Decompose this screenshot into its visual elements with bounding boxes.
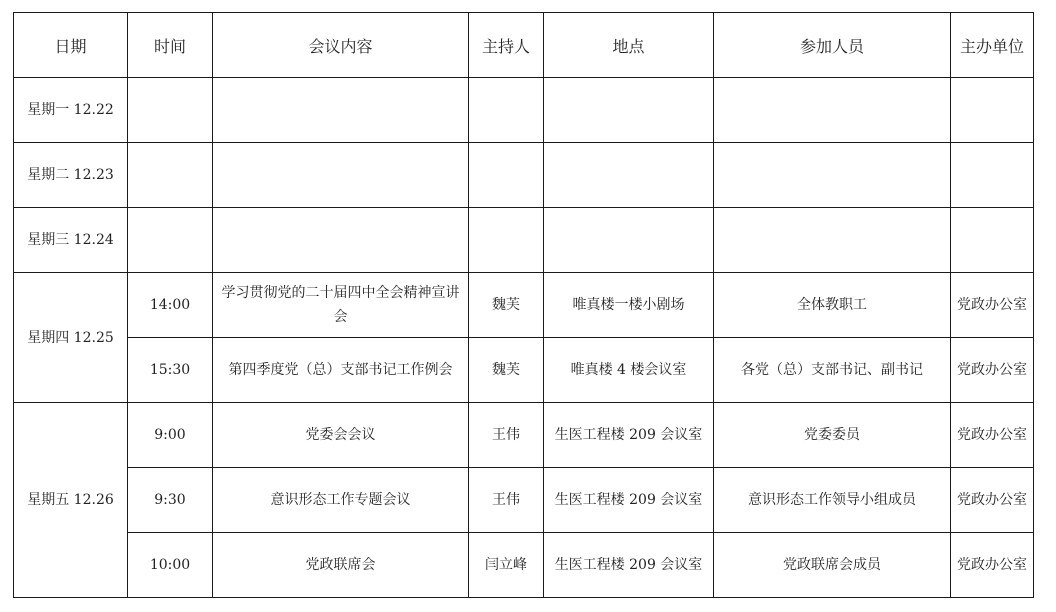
meeting-content: 第四季度党（总）支部书记工作例会 — [213, 338, 469, 403]
empty-cell — [544, 143, 714, 208]
meeting-location: 唯真楼一楼小剧场 — [544, 273, 714, 338]
meeting-time: 14:00 — [128, 273, 213, 338]
meeting-schedule-table — [13, 12, 1034, 598]
meeting-participants: 党委委员 — [714, 403, 951, 468]
meeting-time: 9:00 — [128, 403, 213, 468]
table-row — [14, 273, 1034, 338]
meeting-time: 15:30 — [128, 338, 213, 403]
header-host: 主持人 — [469, 13, 544, 78]
meeting-host: 魏芙 — [469, 273, 544, 338]
meeting-time: 10:00 — [128, 533, 213, 598]
table-row — [14, 468, 1034, 533]
table-row — [14, 533, 1034, 598]
table-row — [14, 143, 1034, 208]
day-cell-tuesday: 星期二 12.23 — [14, 143, 128, 208]
empty-cell — [544, 208, 714, 273]
empty-cell — [714, 78, 951, 143]
meeting-host: 王伟 — [469, 403, 544, 468]
empty-cell — [469, 208, 544, 273]
meeting-participants: 党政联席会成员 — [714, 533, 951, 598]
meeting-content: 党委会会议 — [213, 403, 469, 468]
meeting-host: 闫立峰 — [469, 533, 544, 598]
day-cell-wednesday: 星期三 12.24 — [14, 208, 128, 273]
meeting-participants: 各党（总）支部书记、副书记 — [714, 338, 951, 403]
header-date: 日期 — [14, 13, 128, 78]
header-time: 时间 — [128, 13, 213, 78]
meeting-host: 魏芙 — [469, 338, 544, 403]
table-row — [14, 403, 1034, 468]
empty-cell — [951, 208, 1034, 273]
meeting-organizer: 党政办公室 — [951, 338, 1034, 403]
meeting-location: 唯真楼 4 楼会议室 — [544, 338, 714, 403]
empty-cell — [213, 143, 469, 208]
empty-cell — [714, 143, 951, 208]
meeting-content: 党政联席会 — [213, 533, 469, 598]
meeting-content: 学习贯彻党的二十届四中全会精神宣讲会 — [213, 273, 469, 338]
meeting-location: 生医工程楼 209 会议室 — [544, 468, 714, 533]
table-row — [14, 78, 1034, 143]
empty-cell — [951, 78, 1034, 143]
empty-cell — [128, 78, 213, 143]
empty-cell — [469, 143, 544, 208]
empty-cell — [544, 78, 714, 143]
empty-cell — [714, 208, 951, 273]
header-row — [14, 13, 1034, 78]
meeting-time: 9:30 — [128, 468, 213, 533]
meeting-location: 生医工程楼 209 会议室 — [544, 533, 714, 598]
meeting-organizer: 党政办公室 — [951, 273, 1034, 338]
meeting-organizer: 党政办公室 — [951, 533, 1034, 598]
header-location: 地点 — [544, 13, 714, 78]
meeting-host: 王伟 — [469, 468, 544, 533]
empty-cell — [128, 208, 213, 273]
day-cell-thursday: 星期四 12.25 — [14, 273, 128, 403]
table-row — [14, 208, 1034, 273]
meeting-organizer: 党政办公室 — [951, 403, 1034, 468]
meeting-participants: 全体教职工 — [714, 273, 951, 338]
day-cell-friday: 星期五 12.26 — [14, 403, 128, 598]
meeting-organizer: 党政办公室 — [951, 468, 1034, 533]
meeting-location: 生医工程楼 209 会议室 — [544, 403, 714, 468]
day-cell-monday: 星期一 12.22 — [14, 78, 128, 143]
meeting-participants: 意识形态工作领导小组成员 — [714, 468, 951, 533]
header-participants: 参加人员 — [714, 13, 951, 78]
empty-cell — [469, 78, 544, 143]
header-organizer: 主办单位 — [951, 13, 1034, 78]
empty-cell — [213, 78, 469, 143]
table-row — [14, 338, 1034, 403]
empty-cell — [951, 143, 1034, 208]
empty-cell — [213, 208, 469, 273]
empty-cell — [128, 143, 213, 208]
header-content: 会议内容 — [213, 13, 469, 78]
meeting-content: 意识形态工作专题会议 — [213, 468, 469, 533]
